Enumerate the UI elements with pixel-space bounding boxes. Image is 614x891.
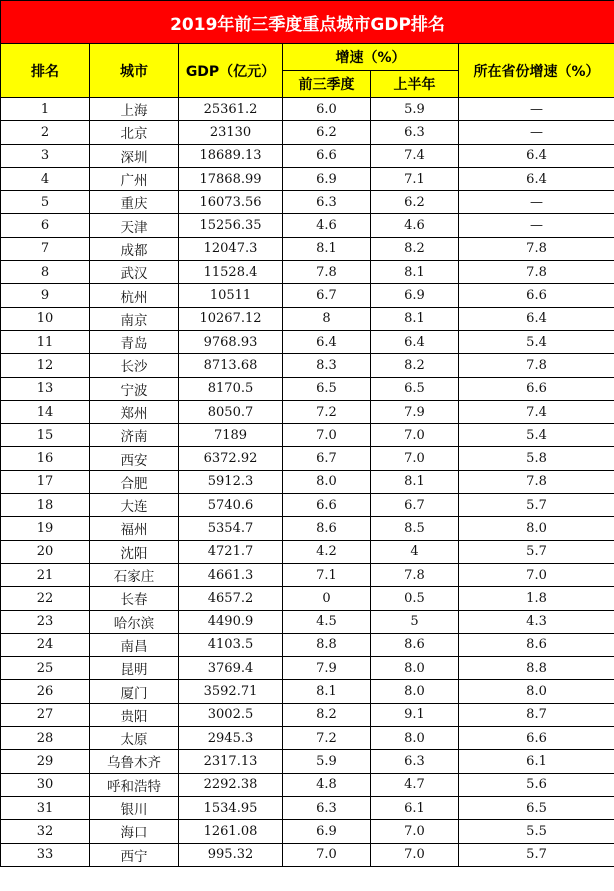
- h1-growth-cell: 0.5: [371, 587, 459, 610]
- gdp-cell: 5912.3: [179, 470, 283, 493]
- gdp-cell: 11528.4: [179, 261, 283, 284]
- province-growth-cell: 5.7: [459, 843, 614, 866]
- q3-growth-cell: 6.2: [283, 121, 371, 144]
- q3-growth-cell: 6.9: [283, 167, 371, 190]
- table-row: [1, 750, 614, 773]
- city-cell: 广州: [90, 167, 179, 190]
- province-growth-cell: 8.6: [459, 633, 614, 656]
- table-row: [1, 517, 614, 540]
- rank-cell: 19: [1, 517, 90, 540]
- table-row: [1, 610, 614, 633]
- rank-cell: 18: [1, 494, 90, 517]
- rank-cell: 21: [1, 563, 90, 586]
- q3-growth-cell: 7.0: [283, 424, 371, 447]
- table-row: [1, 633, 614, 656]
- q3-growth-cell: 7.9: [283, 657, 371, 680]
- rank-cell: 17: [1, 470, 90, 493]
- rank-cell: 13: [1, 377, 90, 400]
- province-growth-cell: 6.1: [459, 750, 614, 773]
- gdp-cell: 10267.12: [179, 307, 283, 330]
- province-growth-cell: 5.4: [459, 424, 614, 447]
- city-cell: 深圳: [90, 144, 179, 167]
- table-row: [1, 167, 614, 190]
- table-row: [1, 424, 614, 447]
- rank-cell: 14: [1, 400, 90, 423]
- city-cell: 呼和浩特: [90, 773, 179, 796]
- q3-growth-cell: 6.9: [283, 820, 371, 843]
- table-row: [1, 377, 614, 400]
- header-growth: 增速（%）: [283, 44, 459, 71]
- city-cell: 大连: [90, 494, 179, 517]
- q3-growth-cell: 8.6: [283, 517, 371, 540]
- province-growth-cell: —: [459, 191, 614, 214]
- gdp-cell: 15256.35: [179, 214, 283, 237]
- table-row: [1, 587, 614, 610]
- q3-growth-cell: 7.2: [283, 400, 371, 423]
- table-title: 2019年前三季度重点城市GDP排名: [1, 1, 614, 44]
- province-growth-cell: 8.0: [459, 680, 614, 703]
- gdp-cell: 17868.99: [179, 167, 283, 190]
- h1-growth-cell: 7.1: [371, 167, 459, 190]
- city-cell: 海口: [90, 820, 179, 843]
- city-cell: 西宁: [90, 843, 179, 866]
- province-growth-cell: —: [459, 121, 614, 144]
- h1-growth-cell: 6.7: [371, 494, 459, 517]
- city-cell: 杭州: [90, 284, 179, 307]
- h1-growth-cell: 4.6: [371, 214, 459, 237]
- province-growth-cell: 8.7: [459, 703, 614, 726]
- h1-growth-cell: 8.0: [371, 727, 459, 750]
- q3-growth-cell: 8.0: [283, 470, 371, 493]
- province-growth-cell: —: [459, 214, 614, 237]
- province-growth-cell: 7.8: [459, 237, 614, 260]
- gdp-cell: 5740.6: [179, 494, 283, 517]
- q3-growth-cell: 6.5: [283, 377, 371, 400]
- rank-cell: 30: [1, 773, 90, 796]
- h1-growth-cell: 8.6: [371, 633, 459, 656]
- gdp-cell: 995.32: [179, 843, 283, 866]
- header-city: 城市: [90, 44, 179, 98]
- table-row: [1, 261, 614, 284]
- city-cell: 宁波: [90, 377, 179, 400]
- gdp-cell: 4490.9: [179, 610, 283, 633]
- q3-growth-cell: 8.3: [283, 354, 371, 377]
- city-cell: 乌鲁木齐: [90, 750, 179, 773]
- city-cell: 合肥: [90, 470, 179, 493]
- table-row: [1, 703, 614, 726]
- q3-growth-cell: 6.3: [283, 191, 371, 214]
- table-row: [1, 796, 614, 819]
- city-cell: 长春: [90, 587, 179, 610]
- table-row: [1, 843, 614, 866]
- table-row: [1, 237, 614, 260]
- h1-growth-cell: 6.5: [371, 377, 459, 400]
- province-growth-cell: 5.7: [459, 494, 614, 517]
- q3-growth-cell: 0: [283, 587, 371, 610]
- gdp-cell: 9768.93: [179, 330, 283, 353]
- rank-cell: 7: [1, 237, 90, 260]
- gdp-cell: 16073.56: [179, 191, 283, 214]
- rank-cell: 31: [1, 796, 90, 819]
- province-growth-cell: 7.8: [459, 470, 614, 493]
- header-h1: 上半年: [371, 71, 459, 98]
- h1-growth-cell: 6.2: [371, 191, 459, 214]
- province-growth-cell: 4.3: [459, 610, 614, 633]
- rank-cell: 6: [1, 214, 90, 237]
- q3-growth-cell: 7.1: [283, 563, 371, 586]
- gdp-cell: 10511: [179, 284, 283, 307]
- rank-cell: 25: [1, 657, 90, 680]
- q3-growth-cell: 6.4: [283, 330, 371, 353]
- h1-growth-cell: 7.4: [371, 144, 459, 167]
- q3-growth-cell: 6.3: [283, 796, 371, 819]
- province-growth-cell: 7.0: [459, 563, 614, 586]
- province-growth-cell: 5.5: [459, 820, 614, 843]
- province-growth-cell: 7.8: [459, 354, 614, 377]
- city-cell: 昆明: [90, 657, 179, 680]
- province-growth-cell: 5.4: [459, 330, 614, 353]
- table-row: [1, 470, 614, 493]
- h1-growth-cell: 7.0: [371, 424, 459, 447]
- province-growth-cell: 5.7: [459, 540, 614, 563]
- gdp-cell: 25361.2: [179, 98, 283, 121]
- gdp-cell: 18689.13: [179, 144, 283, 167]
- h1-growth-cell: 4.7: [371, 773, 459, 796]
- table-row: [1, 540, 614, 563]
- h1-growth-cell: 7.0: [371, 820, 459, 843]
- h1-growth-cell: 8.0: [371, 657, 459, 680]
- rank-cell: 3: [1, 144, 90, 167]
- gdp-cell: 2317.13: [179, 750, 283, 773]
- province-growth-cell: 1.8: [459, 587, 614, 610]
- rank-cell: 2: [1, 121, 90, 144]
- province-growth-cell: 5.6: [459, 773, 614, 796]
- rank-cell: 29: [1, 750, 90, 773]
- city-cell: 南昌: [90, 633, 179, 656]
- rank-cell: 27: [1, 703, 90, 726]
- province-growth-cell: 7.8: [459, 261, 614, 284]
- rank-cell: 9: [1, 284, 90, 307]
- table-row: [1, 773, 614, 796]
- city-cell: 银川: [90, 796, 179, 819]
- gdp-cell: 4721.7: [179, 540, 283, 563]
- table-row: [1, 727, 614, 750]
- gdp-cell: 4103.5: [179, 633, 283, 656]
- rank-cell: 4: [1, 167, 90, 190]
- province-growth-cell: 6.5: [459, 796, 614, 819]
- city-cell: 厦门: [90, 680, 179, 703]
- gdp-cell: 3002.5: [179, 703, 283, 726]
- gdp-cell: 8170.5: [179, 377, 283, 400]
- table-row: [1, 680, 614, 703]
- table-row: [1, 98, 614, 121]
- gdp-cell: 1534.95: [179, 796, 283, 819]
- city-cell: 济南: [90, 424, 179, 447]
- q3-growth-cell: 8.1: [283, 237, 371, 260]
- rank-cell: 24: [1, 633, 90, 656]
- city-cell: 西安: [90, 447, 179, 470]
- province-growth-cell: 7.4: [459, 400, 614, 423]
- q3-growth-cell: 8.1: [283, 680, 371, 703]
- province-growth-cell: 6.4: [459, 167, 614, 190]
- gdp-cell: 3769.4: [179, 657, 283, 680]
- gdp-cell: 3592.71: [179, 680, 283, 703]
- table-row: [1, 354, 614, 377]
- rank-cell: 32: [1, 820, 90, 843]
- rank-cell: 23: [1, 610, 90, 633]
- gdp-cell: 2292.38: [179, 773, 283, 796]
- q3-growth-cell: 4.2: [283, 540, 371, 563]
- h1-growth-cell: 5.9: [371, 98, 459, 121]
- header-rank: 排名: [1, 44, 90, 98]
- h1-growth-cell: 8.1: [371, 261, 459, 284]
- province-growth-cell: 8.8: [459, 657, 614, 680]
- gdp-cell: 8050.7: [179, 400, 283, 423]
- rank-cell: 12: [1, 354, 90, 377]
- table-row: [1, 121, 614, 144]
- province-growth-cell: 6.6: [459, 377, 614, 400]
- city-cell: 福州: [90, 517, 179, 540]
- city-cell: 贵阳: [90, 703, 179, 726]
- city-cell: 哈尔滨: [90, 610, 179, 633]
- gdp-cell: 6372.92: [179, 447, 283, 470]
- province-growth-cell: 6.6: [459, 727, 614, 750]
- q3-growth-cell: 7.8: [283, 261, 371, 284]
- city-cell: 成都: [90, 237, 179, 260]
- q3-growth-cell: 6.6: [283, 494, 371, 517]
- rank-cell: 16: [1, 447, 90, 470]
- h1-growth-cell: 8.0: [371, 680, 459, 703]
- rank-cell: 8: [1, 261, 90, 284]
- q3-growth-cell: 6.6: [283, 144, 371, 167]
- city-cell: 青岛: [90, 330, 179, 353]
- h1-growth-cell: 8.2: [371, 354, 459, 377]
- table-row: [1, 563, 614, 586]
- city-cell: 太原: [90, 727, 179, 750]
- header-province-growth: 所在省份增速（%）: [459, 44, 614, 98]
- gdp-cell: 5354.7: [179, 517, 283, 540]
- q3-growth-cell: 8.8: [283, 633, 371, 656]
- gdp-cell: 8713.68: [179, 354, 283, 377]
- table-row: [1, 144, 614, 167]
- q3-growth-cell: 4.8: [283, 773, 371, 796]
- h1-growth-cell: 7.0: [371, 843, 459, 866]
- city-cell: 沈阳: [90, 540, 179, 563]
- city-cell: 天津: [90, 214, 179, 237]
- h1-growth-cell: 6.3: [371, 121, 459, 144]
- table-row: [1, 400, 614, 423]
- h1-growth-cell: 6.1: [371, 796, 459, 819]
- h1-growth-cell: 4: [371, 540, 459, 563]
- h1-growth-cell: 7.9: [371, 400, 459, 423]
- gdp-cell: 4661.3: [179, 563, 283, 586]
- q3-growth-cell: 4.5: [283, 610, 371, 633]
- city-cell: 重庆: [90, 191, 179, 214]
- h1-growth-cell: 6.4: [371, 330, 459, 353]
- city-cell: 石家庄: [90, 563, 179, 586]
- h1-growth-cell: 7.8: [371, 563, 459, 586]
- table-row: [1, 447, 614, 470]
- city-cell: 上海: [90, 98, 179, 121]
- rank-cell: 20: [1, 540, 90, 563]
- gdp-cell: 7189: [179, 424, 283, 447]
- table-row: [1, 494, 614, 517]
- h1-growth-cell: 8.5: [371, 517, 459, 540]
- q3-growth-cell: 6.7: [283, 447, 371, 470]
- table-row: [1, 820, 614, 843]
- h1-growth-cell: 8.1: [371, 470, 459, 493]
- rank-cell: 10: [1, 307, 90, 330]
- q3-growth-cell: 7.0: [283, 843, 371, 866]
- rank-cell: 5: [1, 191, 90, 214]
- q3-growth-cell: 4.6: [283, 214, 371, 237]
- q3-growth-cell: 5.9: [283, 750, 371, 773]
- province-growth-cell: —: [459, 98, 614, 121]
- table-row: [1, 214, 614, 237]
- city-cell: 南京: [90, 307, 179, 330]
- table-row: [1, 330, 614, 353]
- rank-cell: 11: [1, 330, 90, 353]
- city-cell: 北京: [90, 121, 179, 144]
- gdp-cell: 4657.2: [179, 587, 283, 610]
- q3-growth-cell: 6.0: [283, 98, 371, 121]
- gdp-cell: 12047.3: [179, 237, 283, 260]
- h1-growth-cell: 9.1: [371, 703, 459, 726]
- h1-growth-cell: 5: [371, 610, 459, 633]
- city-cell: 长沙: [90, 354, 179, 377]
- q3-growth-cell: 8.2: [283, 703, 371, 726]
- table-row: [1, 284, 614, 307]
- table-row: [1, 307, 614, 330]
- city-cell: 武汉: [90, 261, 179, 284]
- table-row: [1, 191, 614, 214]
- q3-growth-cell: 8: [283, 307, 371, 330]
- h1-growth-cell: 8.2: [371, 237, 459, 260]
- q3-growth-cell: 7.2: [283, 727, 371, 750]
- province-growth-cell: 6.6: [459, 284, 614, 307]
- table-row: [1, 657, 614, 680]
- province-growth-cell: 6.4: [459, 307, 614, 330]
- province-growth-cell: 5.8: [459, 447, 614, 470]
- province-growth-cell: 8.0: [459, 517, 614, 540]
- rank-cell: 22: [1, 587, 90, 610]
- header-gdp: GDP（亿元）: [179, 44, 283, 98]
- h1-growth-cell: 7.0: [371, 447, 459, 470]
- rank-cell: 1: [1, 98, 90, 121]
- gdp-cell: 2945.3: [179, 727, 283, 750]
- q3-growth-cell: 6.7: [283, 284, 371, 307]
- header-q3: 前三季度: [283, 71, 371, 98]
- rank-cell: 26: [1, 680, 90, 703]
- city-cell: 郑州: [90, 400, 179, 423]
- rank-cell: 15: [1, 424, 90, 447]
- gdp-cell: 1261.08: [179, 820, 283, 843]
- rank-cell: 33: [1, 843, 90, 866]
- province-growth-cell: 6.4: [459, 144, 614, 167]
- h1-growth-cell: 8.1: [371, 307, 459, 330]
- h1-growth-cell: 6.3: [371, 750, 459, 773]
- rank-cell: 28: [1, 727, 90, 750]
- gdp-cell: 23130: [179, 121, 283, 144]
- h1-growth-cell: 6.9: [371, 284, 459, 307]
